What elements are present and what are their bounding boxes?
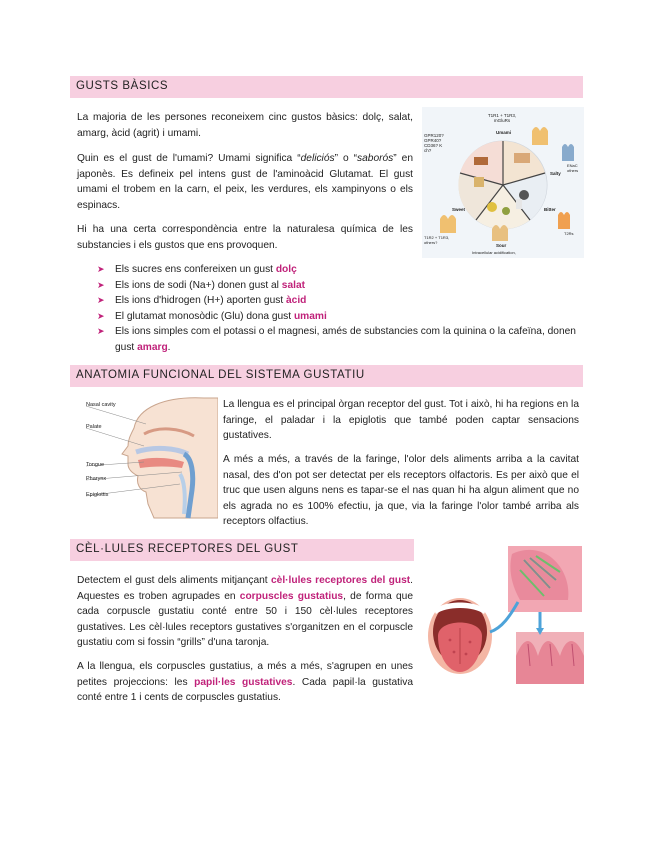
- paragraph: A la llengua, els corpuscles gustatius, a més a més, s'agrupen en unes petites projeccions: les papil·les gustatives. Cada papil·la gustativa conté entre 1 i cents de corpuscles gustatius.: [77, 661, 413, 704]
- arrow-bullet-icon: ➤: [97, 311, 105, 321]
- section-title: CÈL·LULES RECEPTORES DEL GUST: [76, 543, 299, 555]
- arrow-bullet-icon: ➤: [97, 326, 105, 336]
- arrow-bullet-icon: ➤: [97, 280, 105, 290]
- arrow-bullet-icon: ➤: [97, 295, 105, 305]
- head-anatomy-figure: Nasal cavity Palate Tongue Pharynx Epiglottis: [84, 394, 218, 520]
- paragraph: Hi ha una certa correspondència entre la naturalesa química de les substancies i els gustos que ens provoquen.: [77, 224, 413, 251]
- section-header-gusts-basics: [70, 76, 583, 98]
- section-header-cel-lules: [70, 539, 414, 561]
- section-title: ANATOMIA FUNCIONAL DEL SISTEMA GUSTATIU: [76, 369, 365, 381]
- section-header-anatomia: [70, 365, 583, 387]
- paragraph: La llengua es el principal òrgan receptor del gust. Tot i això, hi ha regions en la faringe, el paladar i la epiglotis que també poden captar sensacions gustatives.: [223, 399, 579, 442]
- paragraph: Detectem el gust dels aliments mitjançant cèl·lules receptores del gust. Aquestes es troben agrupades en corpuscles gustatius, de forma que cada corpuscle gustatiu conté entre 50 i 150 cèl·lules receptores gustatives. Les cèl·lules receptors gustatives s'organitzen en el corpuscle gustatiu com si fossin “grills” d'una taronja.: [77, 575, 413, 649]
- paragraph: La majoria de les persones reconeixem cinc gustos bàsics: dolç, salat, amarg, àcid (agrit) i umami.: [77, 112, 413, 139]
- arrow-bullet-icon: ➤: [97, 264, 105, 274]
- paragraph: Quin es el gust de l'umami? Umami significa “deliciós” o “saborós” en japonès. Es defineix pel intens gust de l'aminoàcid Glutamat. El gust umami el trobem en la carn, el peix, les verdures, els xampinyons o els espinacs.: [77, 153, 413, 211]
- tongue-taste-bud-illustration: [420, 540, 585, 687]
- taste-wheel-figure: T1R1 + T1R3, mGluRs Umami GPR120? GPR40? CD36? K ch? Sweet Salty Bitter Sour ENaC others T2Rs T1R2 + T1R3, others? Intracellular acidification,: [422, 107, 584, 258]
- tongue-taste-bud-figure: [420, 540, 585, 687]
- paragraph: A més a més, a través de la faringe, l'olor dels aliments arriba a la cavitat nasal, des d'on pot ser detectat per els receptors olfactoris. Es per això que el truc que usen alguns nens es tapar-se el nas quan hi ha algun aliment que no els agrada no es 100% efectiu, ja que, via la faringe l'olor també arriba als receptors olfactius.: [223, 454, 579, 528]
- section-title: GUSTS BÀSICS: [76, 80, 169, 92]
- head-anatomy-illustration: [84, 394, 218, 520]
